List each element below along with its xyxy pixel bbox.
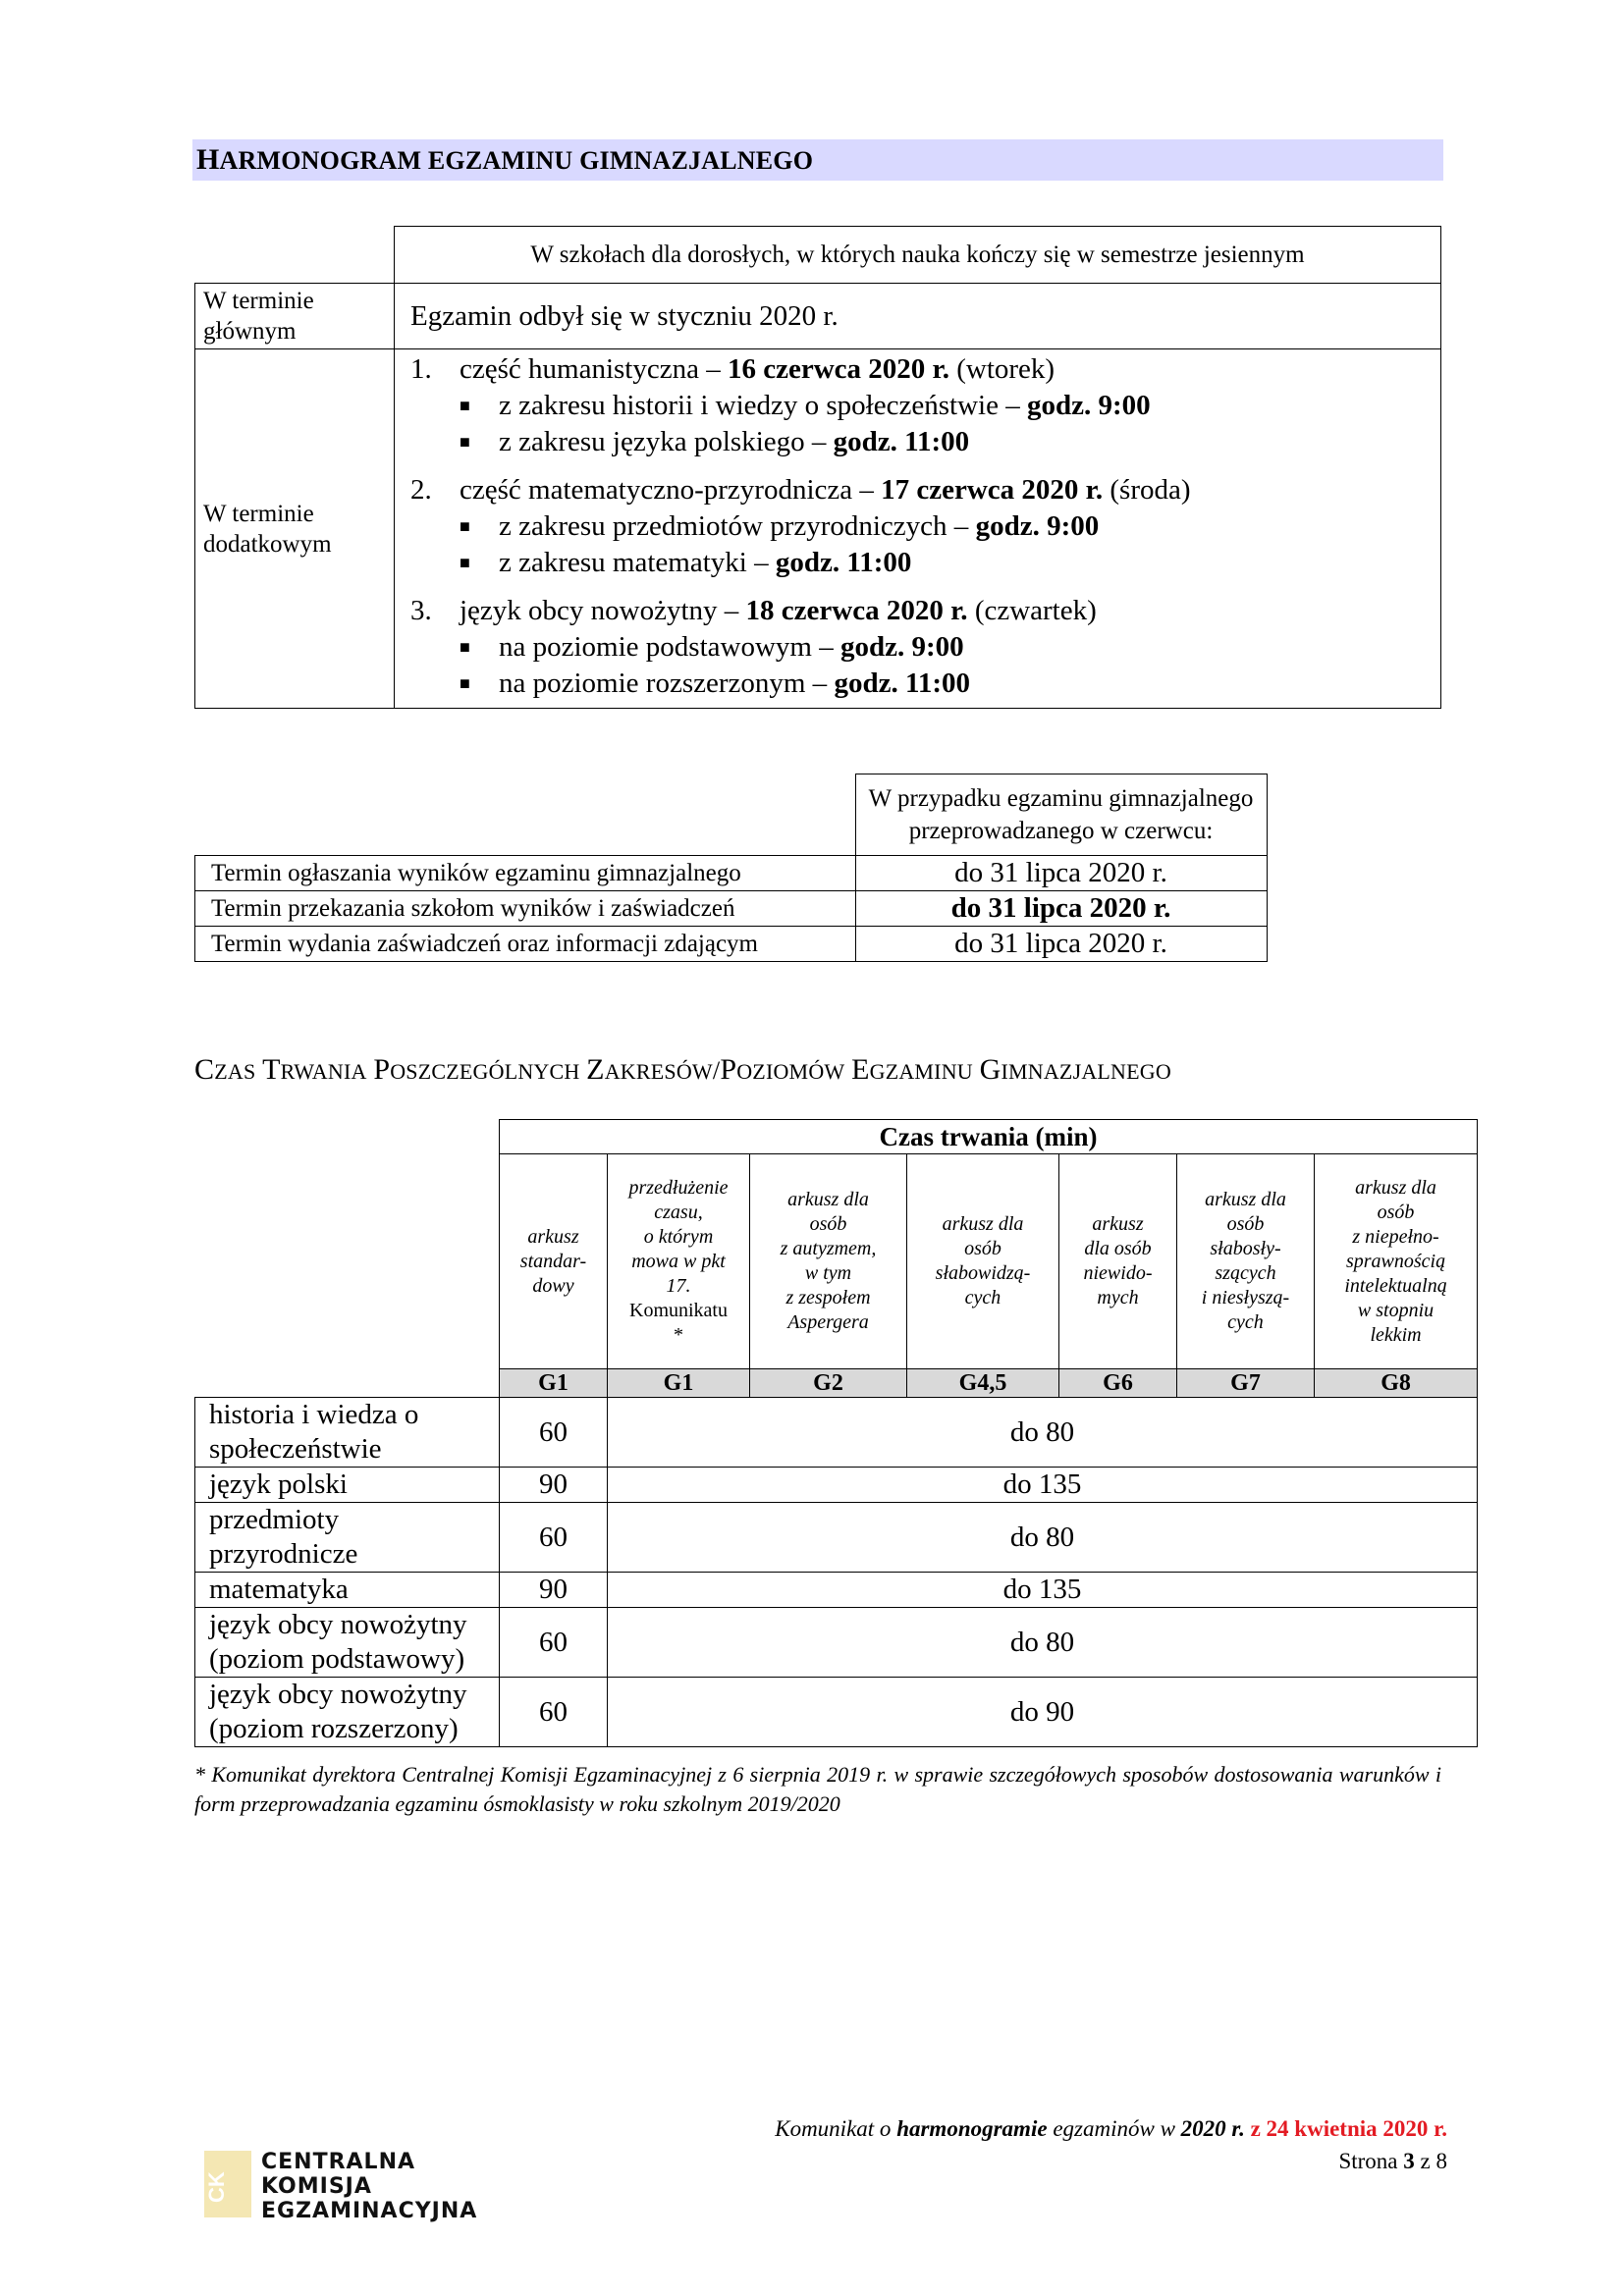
exam-part-date: 18 czerwca 2020 r.: [745, 595, 968, 626]
duration-row: [195, 1468, 1478, 1503]
exam-part-number: 2.: [410, 474, 432, 506]
extra-term-plan: [395, 349, 1441, 709]
exam-part-line: [410, 593, 1425, 629]
duration-table: [194, 1119, 1478, 1747]
duration-extended: do 80: [608, 1503, 1478, 1573]
duration-standard: 90: [500, 1468, 608, 1503]
footnote: * Komunikat dyrektora Centralnej Komisji Egzaminacyjnej z 6 sierpnia 2019 r. w sprawie szczegółowych sposobów dostosowania warunków i form przeprowadzania egzaminu ósmoklasisty w roku szkolnym 2019/2020: [194, 1762, 1441, 1816]
duration-subject: język polski: [195, 1468, 500, 1503]
results-row: [195, 891, 1268, 927]
duration-standard: 60: [500, 1678, 608, 1747]
duration-standard: 60: [500, 1608, 608, 1678]
exam-session-item: [410, 388, 1425, 424]
exam-session-item: [410, 424, 1425, 460]
square-bullet-icon: ■: [460, 432, 470, 452]
exam-session-text: na poziomie podstawowym – godz. 9:00: [499, 631, 964, 663]
duration-subheader: arkusz standar- dowy: [500, 1154, 608, 1369]
duration-subject: język obcy nowożytny (poziom rozszerzony): [195, 1678, 500, 1747]
exam-part-text: język obcy nowożytny – 18 czerwca 2020 r. (czwartek): [460, 595, 1097, 626]
exam-session-time: godz. 11:00: [775, 547, 912, 578]
exam-part-text: część matematyczno-przyrodnicza – 17 czerwca 2020 r. (środa): [460, 474, 1191, 506]
exam-part-date: 17 czerwca 2020 r.: [881, 474, 1104, 506]
exam-session-text: z zakresu języka polskiego – godz. 11:00: [499, 426, 970, 457]
section-title-duration: CZAS TRWANIA POSZCZEGÓLNYCH ZAKRESÓW/POZIOMÓW EGZAMINU GIMNAZJALNEGO: [194, 1053, 1171, 1086]
duration-span-header: Czas trwania (min): [500, 1120, 1478, 1154]
duration-subject: przedmioty przyrodnicze: [195, 1503, 500, 1573]
exam-part-date: 16 czerwca 2020 r.: [727, 353, 949, 385]
results-header: W przypadku egzaminu gimnazjalnego przeprowadzanego w czerwcu:: [855, 774, 1267, 856]
duration-code: G1: [500, 1369, 608, 1398]
duration-code: G7: [1177, 1369, 1315, 1398]
exam-session-time: godz. 9:00: [1026, 390, 1151, 421]
exam-session-time: godz. 9:00: [839, 631, 964, 663]
exam-session-text: z zakresu historii i wiedzy o społeczeństwie – godz. 9:00: [499, 390, 1151, 421]
square-bullet-icon: ■: [460, 553, 470, 572]
duration-standard: 90: [500, 1573, 608, 1608]
duration-row: [195, 1573, 1478, 1608]
results-row-label: Termin ogłaszania wyników egzaminu gimnazjalnego: [195, 856, 856, 891]
duration-subheader: przedłużenie czasu, o którym mowa w pkt 17. Komunikatu *: [608, 1154, 750, 1369]
exam-part: [410, 472, 1425, 581]
duration-code: G6: [1059, 1369, 1177, 1398]
exam-part-number: 3.: [410, 595, 432, 626]
schedule-header: W szkołach dla dorosłych, w których nauka kończy się w semestrze jesiennym: [395, 227, 1441, 284]
square-bullet-icon: ■: [460, 516, 470, 536]
cke-logo-letters: CK: [204, 2171, 229, 2203]
results-row-label: Termin wydania zaświadczeń oraz informacji zdającym: [195, 927, 856, 962]
exam-session-item: [410, 666, 1425, 702]
exam-session-item: [410, 629, 1425, 666]
duration-code: G2: [750, 1369, 907, 1398]
main-term-label: W terminie głównym: [195, 284, 395, 349]
results-row-label: Termin przekazania szkołom wyników i zaświadczeń: [195, 891, 856, 927]
results-row-value: do 31 lipca 2020 r.: [855, 891, 1267, 927]
exam-session-time: godz. 9:00: [975, 510, 1100, 542]
cke-logo-text: CENTRALNA KOMISJA EGZAMINACYJNA: [261, 2150, 478, 2223]
duration-subheader: arkusz dla osób z niepełno- sprawnością intelektualną w stopniu lekkim: [1315, 1154, 1478, 1369]
exam-session-time: godz. 11:00: [833, 426, 970, 457]
duration-subject: historia i wiedza o społeczeństwie: [195, 1398, 500, 1468]
exam-part: [410, 351, 1425, 460]
duration-standard: 60: [500, 1503, 608, 1573]
duration-row: [195, 1503, 1478, 1573]
square-bullet-icon: ■: [460, 637, 470, 657]
exam-session-time: godz. 11:00: [834, 667, 970, 699]
exam-part-number: 1.: [410, 353, 432, 385]
duration-subheader: arkusz dla osób niewido- mych: [1059, 1154, 1177, 1369]
section-title-harmonogram: HARMONOGRAM EGZAMINU GIMNAZJALNEGO: [192, 139, 1443, 181]
duration-extended: do 80: [608, 1398, 1478, 1468]
duration-code: G8: [1315, 1369, 1478, 1398]
exam-part-text: część humanistyczna – 16 czerwca 2020 r. (wtorek): [460, 353, 1056, 385]
duration-subject: matematyka: [195, 1573, 500, 1608]
exam-session-text: z zakresu matematyki – godz. 11:00: [499, 547, 912, 578]
square-bullet-icon: ■: [460, 673, 470, 693]
duration-extended: do 90: [608, 1678, 1478, 1747]
duration-standard: 60: [500, 1398, 608, 1468]
duration-subheader: arkusz dla osób słabowidzą- cych: [907, 1154, 1059, 1369]
results-row: [195, 927, 1268, 962]
square-bullet-icon: ■: [460, 396, 470, 415]
exam-session-text: z zakresu przedmiotów przyrodniczych – godz. 9:00: [499, 510, 1100, 542]
duration-subject: język obcy nowożytny (poziom podstawowy): [195, 1608, 500, 1678]
exam-part: [410, 593, 1425, 702]
exam-part-line: [410, 472, 1425, 508]
exam-session-text: na poziomie rozszerzonym – godz. 11:00: [499, 667, 970, 699]
results-row-value: do 31 lipca 2020 r.: [855, 927, 1267, 962]
duration-subheader: arkusz dla osób z autyzmem, w tym z zespołem Aspergera: [750, 1154, 907, 1369]
duration-subheader: arkusz dla osób słabosły- szących i niesłyszą- cych: [1177, 1154, 1315, 1369]
duration-row: [195, 1398, 1478, 1468]
duration-extended: do 135: [608, 1573, 1478, 1608]
duration-code: G4,5: [907, 1369, 1059, 1398]
duration-extended: do 80: [608, 1608, 1478, 1678]
exam-schedule-table: [194, 226, 1441, 709]
footer-document-title: Komunikat o harmonogramie egzaminów w 2020 r. z 24 kwietnia 2020 r.: [775, 2116, 1447, 2141]
duration-extended: do 135: [608, 1468, 1478, 1503]
results-row: [195, 856, 1268, 891]
duration-row: [195, 1678, 1478, 1747]
exam-session-item: [410, 508, 1425, 545]
page-number: Strona 3 z 8: [1338, 2149, 1447, 2173]
results-row-value: do 31 lipca 2020 r.: [855, 856, 1267, 891]
extra-term-label: W terminie dodatkowym: [195, 349, 395, 709]
exam-part-line: [410, 351, 1425, 388]
duration-code: G1: [608, 1369, 750, 1398]
main-term-value: Egzamin odbył się w styczniu 2020 r.: [395, 284, 1441, 349]
exam-session-item: [410, 545, 1425, 581]
results-dates-table: [194, 774, 1268, 962]
duration-row: [195, 1608, 1478, 1678]
